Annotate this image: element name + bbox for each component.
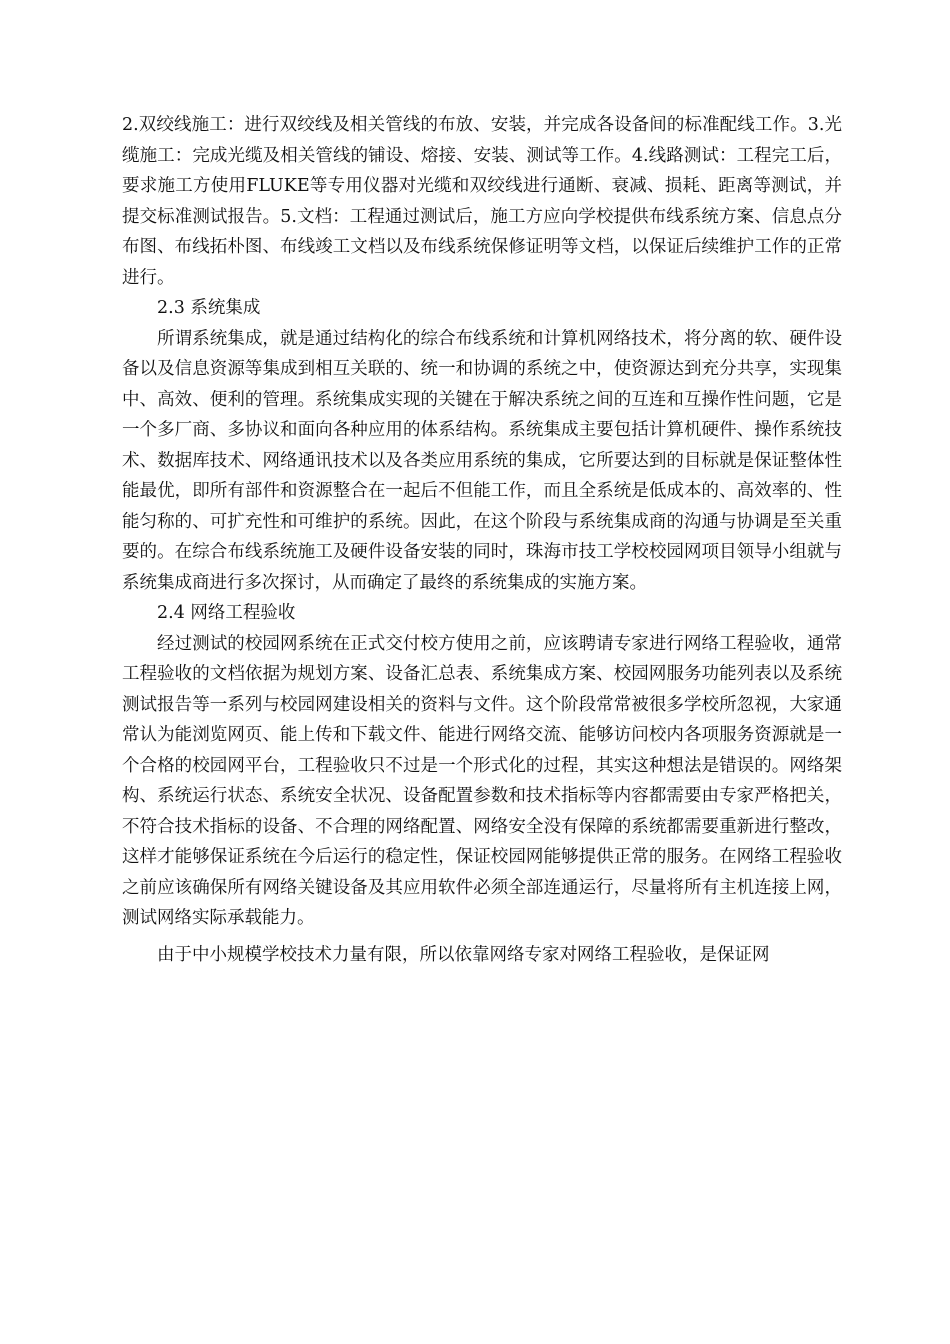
- document-page: [122, 110, 842, 970]
- body-paragraph: 2.双绞线施工：进行双绞线及相关管线的布放、安装，并完成各设备间的标准配线工作。3.光缆施工：完成光缆及相关管线的铺设、熔接、安装、测试等工作。4.线路测试：工程完工后，要求施工方使用FLUKE等专用仪器对光缆和双绞线进行通断、衰减、损耗、距离等测试，并提交标准测试报告。5.文档：工程通过测试后，施工方应向学校提供布线系统方案、信息点分布图、布线拓朴图、布线竣工文档以及布线系统保修证明等文档，以保证后续维护工作的正常进行。: [122, 115, 842, 288]
- body-paragraph: 所谓系统集成，就是通过结构化的综合布线系统和计算机网络技术，将分离的软、硬件设备以及信息资源等集成到相互关联的、统一和协调的系统之中，使资源达到充分共享，实现集中、高效、便利的管理。系统集成实现的关键在于解决系统之间的互连和互操作性问题，它是一个多厂商、多协议和面向各种应用的体系结构。系统集成主要包括计算机硬件、操作系统技术、数据库技术、网络通讯技术以及各类应用系统的集成，它所要达到的目标就是保证整体性能最优，即所有部件和资源整合在一起后不但能工作，而且全系统是低成本的、高效率的、性能匀称的、可扩充性和可维护的系统。因此，在这个阶段与系统集成商的沟通与协调是至关重要的。在综合布线系统施工及硬件设备安装的同时，珠海市技工学校校园网项目领导小组就与系统集成商进行多次探讨，从而确定了最终的系统集成的实施方案。: [122, 328, 842, 593]
- section-heading: 2.3 系统集成: [157, 298, 261, 318]
- body-paragraph: 由于中小规模学校技术力量有限，所以依靠网络专家对网络工程验收，是保证网: [157, 944, 770, 965]
- section-heading: 2.4 网络工程验收: [157, 603, 296, 623]
- body-paragraph: 经过测试的校园网系统在正式交付校方使用之前，应该聘请专家进行网络工程验收，通常工程验收的文档依据为规划方案、设备汇总表、系统集成方案、校园网服务功能列表以及系统测试报告等一系列与校园网建设相关的资料与文件。这个阶段常常被很多学校所忽视，大家通常认为能浏览网页、能上传和下载文件、能进行网络交流、能够访问校内各项服务资源就是一个合格的校园网平台，工程验收只不过是一个形式化的过程，其实这种想法是错误的。网络架构、系统运行状态、系统安全状况、设备配置参数和技术指标等内容都需要由专家严格把关，不符合技术指标的设备、不合理的网络配置、网络安全没有保障的系统都需要重新进行整改，这样才能够保证系统在今后运行的稳定性，保证校园网能够提供正常的服务。在网络工程验收之前应该确保所有网络关键设备及其应用软件必须全部连通运行，尽量将所有主机连接上网，测试网络实际承载能力。: [122, 633, 842, 928]
